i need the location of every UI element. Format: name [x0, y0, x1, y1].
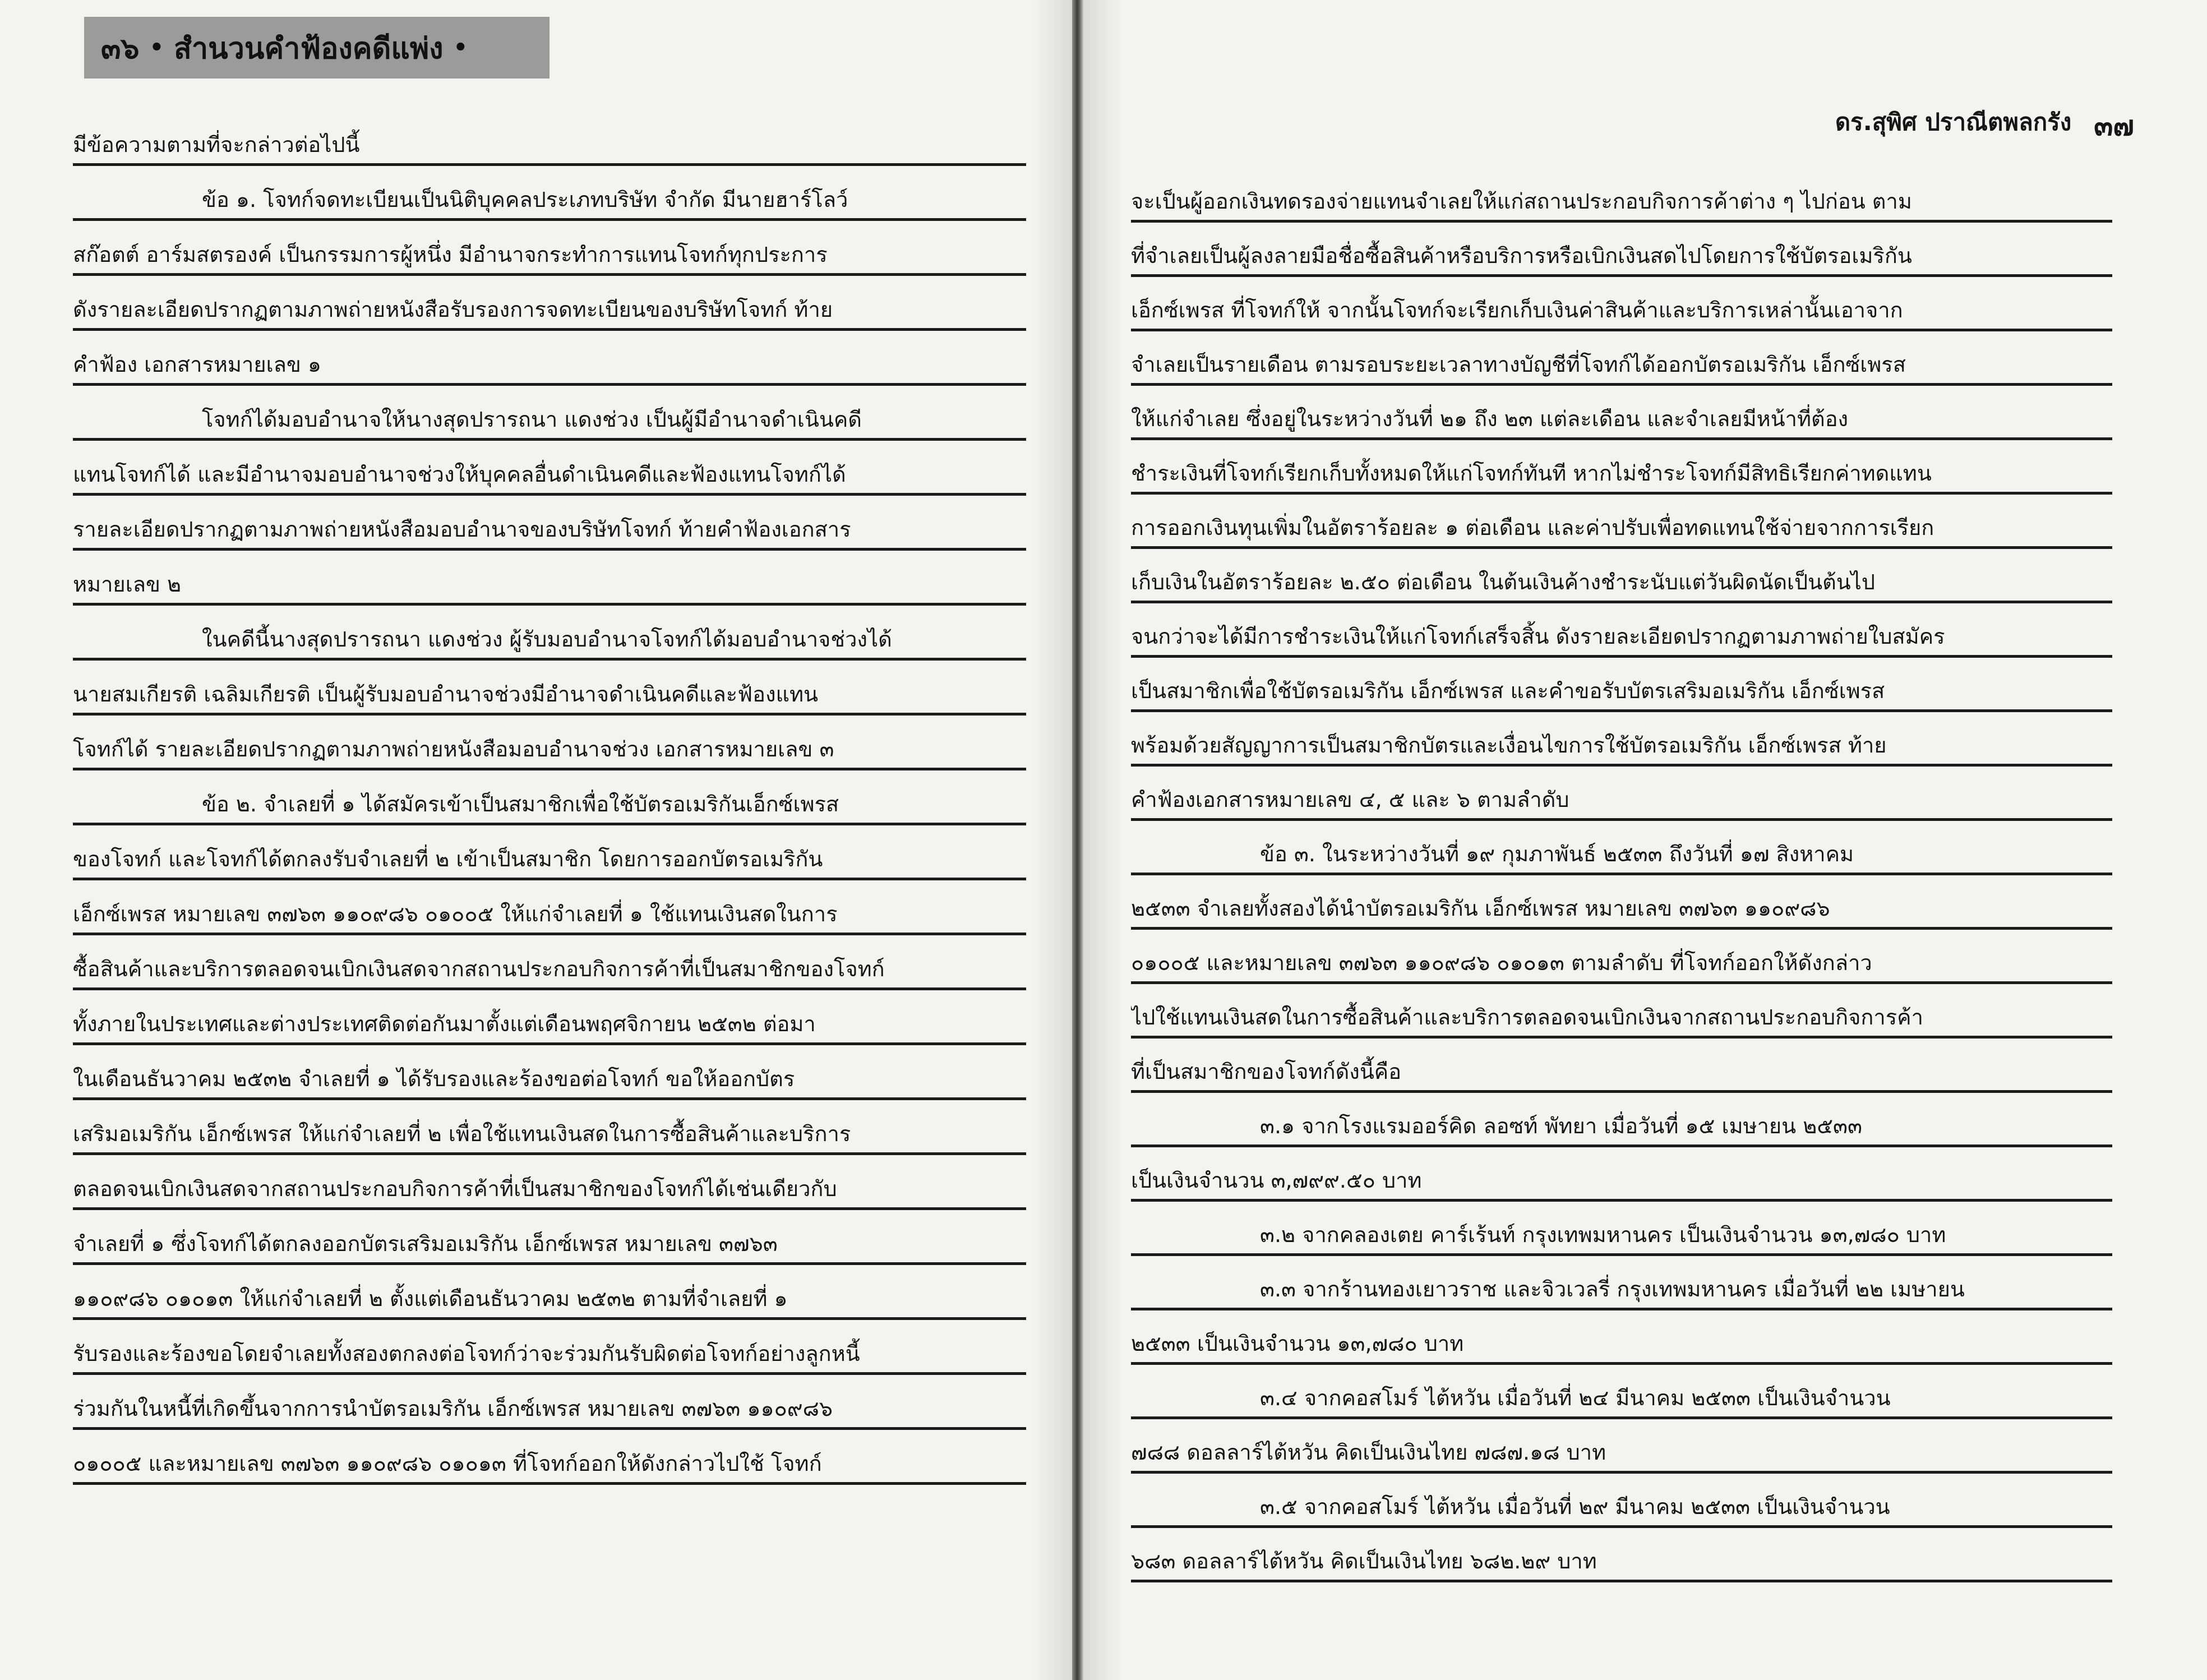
text-line: ในเดือนธันวาคม ๒๕๓๒ จำเลยที่ ๑ ได้รับรองและร้องขอต่อโจทก์ ขอให้ออกบัตร	[73, 1045, 1026, 1100]
text-line: ข้อ ๑. โจทก์จดทะเบียนเป็นนิติบุคคลประเภทบริษัท จำกัด มีนายฮาร์โลว์	[73, 166, 1026, 221]
right-page-header	[1835, 104, 2134, 148]
text-line: แทนโจทก์ได้ และมีอำนาจมอบอำนาจช่วงให้บุคคลอื่นดำเนินคดีและฟ้องแทนโจทก์ได้	[73, 441, 1026, 496]
text-line: ให้แก่จำเลย ซึ่งอยู่ในระหว่างวันที่ ๒๑ ถึง ๒๓ แต่ละเดือน และจำเลยมีหน้าที่ต้อง	[1131, 386, 2112, 440]
text-line: สก๊อตต์ อาร์มสตรองค์ เป็นกรรมการผู้หนึ่ง มีอำนาจกระทำการแทนโจทก์ทุกประการ	[73, 221, 1026, 276]
text-line: รับรองและร้องขอโดยจำเลยทั้งสองตกลงต่อโจทก์ว่าจะร่วมกันรับผิดต่อโจทก์อย่างลูกหนี้	[73, 1320, 1026, 1375]
left-page-header	[84, 17, 550, 79]
text-line: โจทก์ได้ รายละเอียดปรากฏตามภาพถ่ายหนังสือมอบอำนาจช่วง เอกสารหมายเลข ๓	[73, 716, 1026, 770]
text-line: ๓.๑ จากโรงแรมออร์คิด ลอซท์ พัทยา เมื่อวันที่ ๑๕ เมษายน ๒๕๓๓	[1131, 1093, 2112, 1147]
header-bullet: •	[453, 35, 468, 61]
text-line: มีข้อความตามที่จะกล่าวต่อไปนี้	[73, 111, 1026, 166]
text-line: ร่วมกันในหนี้ที่เกิดขึ้นจากการนำบัตรอเมริกัน เอ็กซ์เพรส หมายเลข ๓๗๖๓ ๑๑๐๙๘๖	[73, 1375, 1026, 1430]
text-line: รายละเอียดปรากฏตามภาพถ่ายหนังสือมอบอำนาจของบริษัทโจทก์ ท้ายคำฟ้องเอกสาร	[73, 496, 1026, 551]
text-line: เสริมอเมริกัน เอ็กซ์เพรส ให้แก่จำเลยที่ ๒ เพื่อใช้แทนเงินสดในการซื้อสินค้าและบริการ	[73, 1100, 1026, 1155]
text-line: ๓.๕ จากคอสโมร์ ไต้หวัน เมื่อวันที่ ๒๙ มีนาคม ๒๕๓๓ เป็นเงินจำนวน	[1131, 1474, 2112, 1528]
text-line: คำฟ้องเอกสารหมายเลข ๔, ๕ และ ๖ ตามลำดับ	[1131, 767, 2112, 821]
text-line: ชำระเงินที่โจทก์เรียกเก็บทั้งหมดให้แก่โจทก์ทันที หากไม่ชำระโจทก์มีสิทธิเรียกค่าทดแทน	[1131, 440, 2112, 495]
text-line: ที่จำเลยเป็นผู้ลงลายมือชื่อซื้อสินค้าหรือบริการหรือเบิกเงินสดไปโดยการใช้บัตรอเมริกัน	[1131, 223, 2112, 277]
right-page	[1083, 0, 2207, 1680]
left-page	[0, 0, 1072, 1680]
text-line: เอ็กซ์เพรส หมายเลข ๓๗๖๓ ๑๑๐๙๘๖ ๐๑๐๐๕ ให้แก่จำเลยที่ ๑ ใช้แทนเงินสดในการ	[73, 880, 1026, 935]
text-line: ข้อ ๓. ในระหว่างวันที่ ๑๙ กุมภาพันธ์ ๒๕๓๓ ถึงวันที่ ๑๗ สิงหาคม	[1131, 821, 2112, 875]
text-line: ข้อ ๒. จำเลยที่ ๑ ได้สมัครเข้าเป็นสมาชิกเพื่อใช้บัตรอเมริกันเอ็กซ์เพรส	[73, 770, 1026, 825]
right-page-body	[1131, 168, 2112, 1582]
text-line: เป็นสมาชิกเพื่อใช้บัตรอเมริกัน เอ็กซ์เพรส และคำขอรับบัตรเสริมอเมริกัน เอ็กซ์เพรส	[1131, 658, 2112, 712]
header-bullet: •	[149, 35, 164, 61]
text-line: พร้อมด้วยสัญญาการเป็นสมาชิกบัตรและเงื่อนไขการใช้บัตรอเมริกัน เอ็กซ์เพรส ท้าย	[1131, 712, 2112, 767]
left-page-number: ๓๖	[101, 31, 140, 66]
text-line: คำฟ้อง เอกสารหมายเลข ๑	[73, 331, 1026, 386]
text-line: ๑๑๐๙๘๖ ๐๑๐๑๓ ให้แก่จำเลยที่ ๒ ตั้งแต่เดือนธันวาคม ๒๕๓๒ ตามที่จำเลยที่ ๑	[73, 1265, 1026, 1320]
text-line: ๒๕๓๓ จำเลยทั้งสองได้นำบัตรอเมริกัน เอ็กซ์เพรส หมายเลข ๓๗๖๓ ๑๑๐๙๘๖	[1131, 875, 2112, 930]
text-line: จนกว่าจะได้มีการชำระเงินให้แก่โจทก์เสร็จสิ้น ดังรายละเอียดปรากฏตามภาพถ่ายใบสมัคร	[1131, 603, 2112, 658]
text-line: เก็บเงินในอัตราร้อยละ ๒.๕๐ ต่อเดือน ในต้นเงินค้างชำระนับแต่วันผิดนัดเป็นต้นไป	[1131, 549, 2112, 603]
text-line: ๓.๒ จากคลองเตย คาร์เร้นท์ กรุงเทพมหานคร เป็นเงินจำนวน ๑๓,๗๘๐ บาท	[1131, 1202, 2112, 1256]
text-line: ของโจทก์ และโจทก์ได้ตกลงรับจำเลยที่ ๒ เข้าเป็นสมาชิก โดยการออกบัตรอเมริกัน	[73, 825, 1026, 880]
text-line: จำเลยเป็นรายเดือน ตามรอบระยะเวลาทางบัญชีที่โจทก์ได้ออกบัตรอเมริกัน เอ็กซ์เพรส	[1131, 331, 2112, 386]
text-line: การออกเงินทุนเพิ่มในอัตราร้อยละ ๑ ต่อเดือน และค่าปรับเพื่อทดแทนใช้จ่ายจากการเรียก	[1131, 495, 2112, 549]
text-line: ไปใช้แทนเงินสดในการซื้อสินค้าและบริการตลอดจนเบิกเงินจากสถานประกอบกิจการค้า	[1131, 984, 2112, 1039]
book-gutter	[1072, 0, 1083, 1680]
text-line: ๗๘๘ ดอลลาร์ไต้หวัน คิดเป็นเงินไทย ๗๘๗.๑๘ บาท	[1131, 1419, 2112, 1474]
left-page-body	[73, 111, 1026, 1485]
text-line: หมายเลข ๒	[73, 551, 1026, 606]
text-line: ซื้อสินค้าและบริการตลอดจนเบิกเงินสดจากสถานประกอบกิจการค้าที่เป็นสมาชิกของโจทก์	[73, 935, 1026, 990]
text-line: ดังรายละเอียดปรากฏตามภาพถ่ายหนังสือรับรองการจดทะเบียนของบริษัทโจทก์ ท้าย	[73, 276, 1026, 331]
text-line: ๓.๔ จากคอสโมร์ ไต้หวัน เมื่อวันที่ ๒๔ มีนาคม ๒๕๓๓ เป็นเงินจำนวน	[1131, 1365, 2112, 1419]
text-line: โจทก์ได้มอบอำนาจให้นางสุดปรารถนา แดงช่วง เป็นผู้มีอำนาจดำเนินคดี	[73, 386, 1026, 441]
book-title: สำนวนคำฟ้องคดีแพ่ง	[174, 31, 444, 66]
text-line: ๓.๓ จากร้านทองเยาวราช และจิวเวลรี่ กรุงเทพมหานคร เมื่อวันที่ ๒๒ เมษายน	[1131, 1256, 2112, 1310]
text-line: เป็นเงินจำนวน ๓,๗๙๙.๕๐ บาท	[1131, 1147, 2112, 1202]
text-line: ทั้งภายในประเทศและต่างประเทศติดต่อกันมาตั้งแต่เดือนพฤศจิกายน ๒๕๓๒ ต่อมา	[73, 990, 1026, 1045]
text-line: เอ็กซ์เพรส ที่โจทก์ให้ จากนั้นโจทก์จะเรียกเก็บเงินค่าสินค้าและบริการเหล่านั้นเอาจาก	[1131, 277, 2112, 331]
text-line: ๐๑๐๐๕ และหมายเลข ๓๗๖๓ ๑๑๐๙๘๖ ๐๑๐๑๓ ตามลำดับ ที่โจทก์ออกให้ดังกล่าว	[1131, 930, 2112, 984]
text-line: นายสมเกียรติ เฉลิมเกียรติ เป็นผู้รับมอบอำนาจช่วงมีอำนาจดำเนินคดีและฟ้องแทน	[73, 661, 1026, 716]
text-line: จำเลยที่ ๑ ซึ่งโจทก์ได้ตกลงออกบัตรเสริมอเมริกัน เอ็กซ์เพรส หมายเลข ๓๗๖๓	[73, 1210, 1026, 1265]
text-line: ๖๘๓ ดอลลาร์ไต้หวัน คิดเป็นเงินไทย ๖๘๒.๒๙ บาท	[1131, 1528, 2112, 1582]
author-name: ดร.สุพิศ ปราณีตพลกรัง	[1835, 108, 2072, 136]
text-line: ๐๑๐๐๕ และหมายเลข ๓๗๖๓ ๑๑๐๙๘๖ ๐๑๐๑๓ ที่โจทก์ออกให้ดังกล่าวไปใช้ โจทก์	[73, 1430, 1026, 1485]
text-line: ที่เป็นสมาชิกของโจทก์ดังนี้คือ	[1131, 1039, 2112, 1093]
text-line: ในคดีนี้นางสุดปรารถนา แดงช่วง ผู้รับมอบอำนาจโจทก์ได้มอบอำนาจช่วงได้	[73, 606, 1026, 661]
text-line: จะเป็นผู้ออกเงินทดรองจ่ายแทนจำเลยให้แก่สถานประกอบกิจการค้าต่าง ๆ ไปก่อน ตาม	[1131, 168, 2112, 223]
text-line: ๒๕๓๓ เป็นเงินจำนวน ๑๓,๗๘๐ บาท	[1131, 1310, 2112, 1365]
right-page-number: ๓๗	[2094, 109, 2134, 142]
text-line: ตลอดจนเบิกเงินสดจากสถานประกอบกิจการค้าที่เป็นสมาชิกของโจทก์ได้เช่นเดียวกับ	[73, 1155, 1026, 1210]
